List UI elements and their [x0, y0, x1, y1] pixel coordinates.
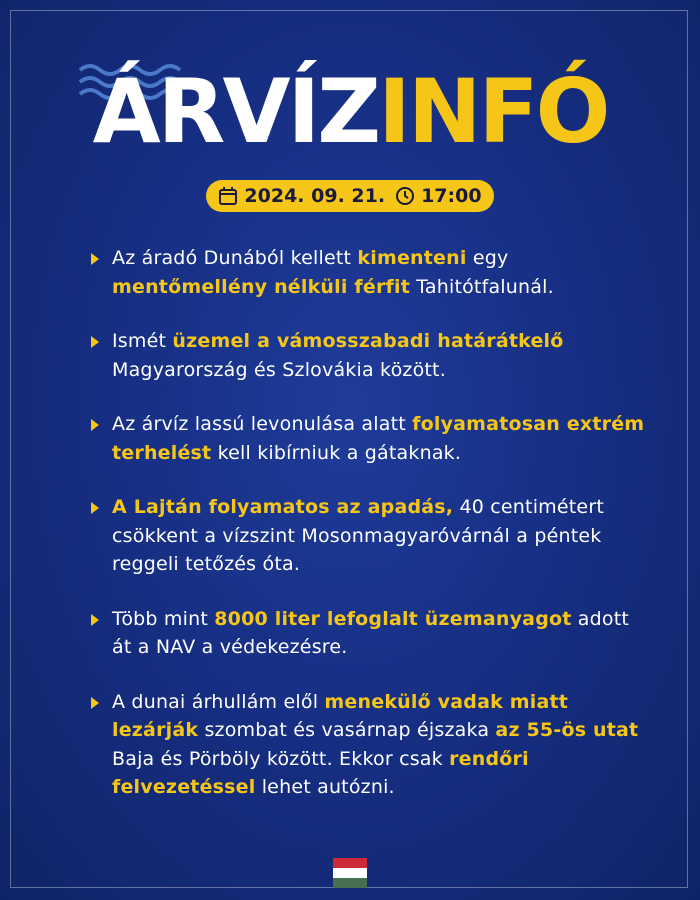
date-badge [206, 180, 494, 212]
caret-right-icon [90, 697, 100, 709]
list-item: Az áradó Dunából kellett kimenteni egy mentőmellény nélküli férfit Tahitótfalunál. [90, 244, 650, 301]
time-text: 17:00 [421, 185, 482, 207]
list-item: A dunai árhullám elől menekülő vadak miatt lezárják szombat és vasárnap éjszaka az 55-ös utat Baja és Pörböly között. Ekkor csak rendőri felvezetéssel lehet autózni. [90, 688, 650, 802]
list-item: Ismét üzemel a vámosszabadi határátkelő Magyarország és Szlovákia között. [90, 327, 650, 384]
list-item: Több mint 8000 liter lefoglalt üzemanyagot adott át a NAV a védekezésre. [90, 605, 650, 662]
date-text: 2024. 09. 21. [244, 185, 386, 207]
news-list [90, 244, 650, 828]
list-item: Az árvíz lassú levonulása alatt folyamatosan extrém terhelést kell kibírniuk a gátaknak. [90, 410, 650, 467]
calendar-icon [218, 186, 238, 206]
title-white: ÁRVÍZ [92, 60, 379, 163]
hungarian-flag-icon [333, 858, 367, 888]
title-yellow: INFÓ [378, 60, 608, 163]
caret-right-icon [90, 614, 100, 626]
list-item: A Lajtán folyamatos az apadás, 40 centimétert csökkent a vízszint Mosonmagyaróvárnál a péntek reggeli tetőzés óta. [90, 493, 650, 579]
caret-right-icon [90, 419, 100, 431]
clock-icon [395, 186, 415, 206]
caret-right-icon [90, 336, 100, 348]
caret-right-icon [90, 502, 100, 514]
caret-right-icon [90, 253, 100, 265]
page-title [0, 62, 700, 162]
